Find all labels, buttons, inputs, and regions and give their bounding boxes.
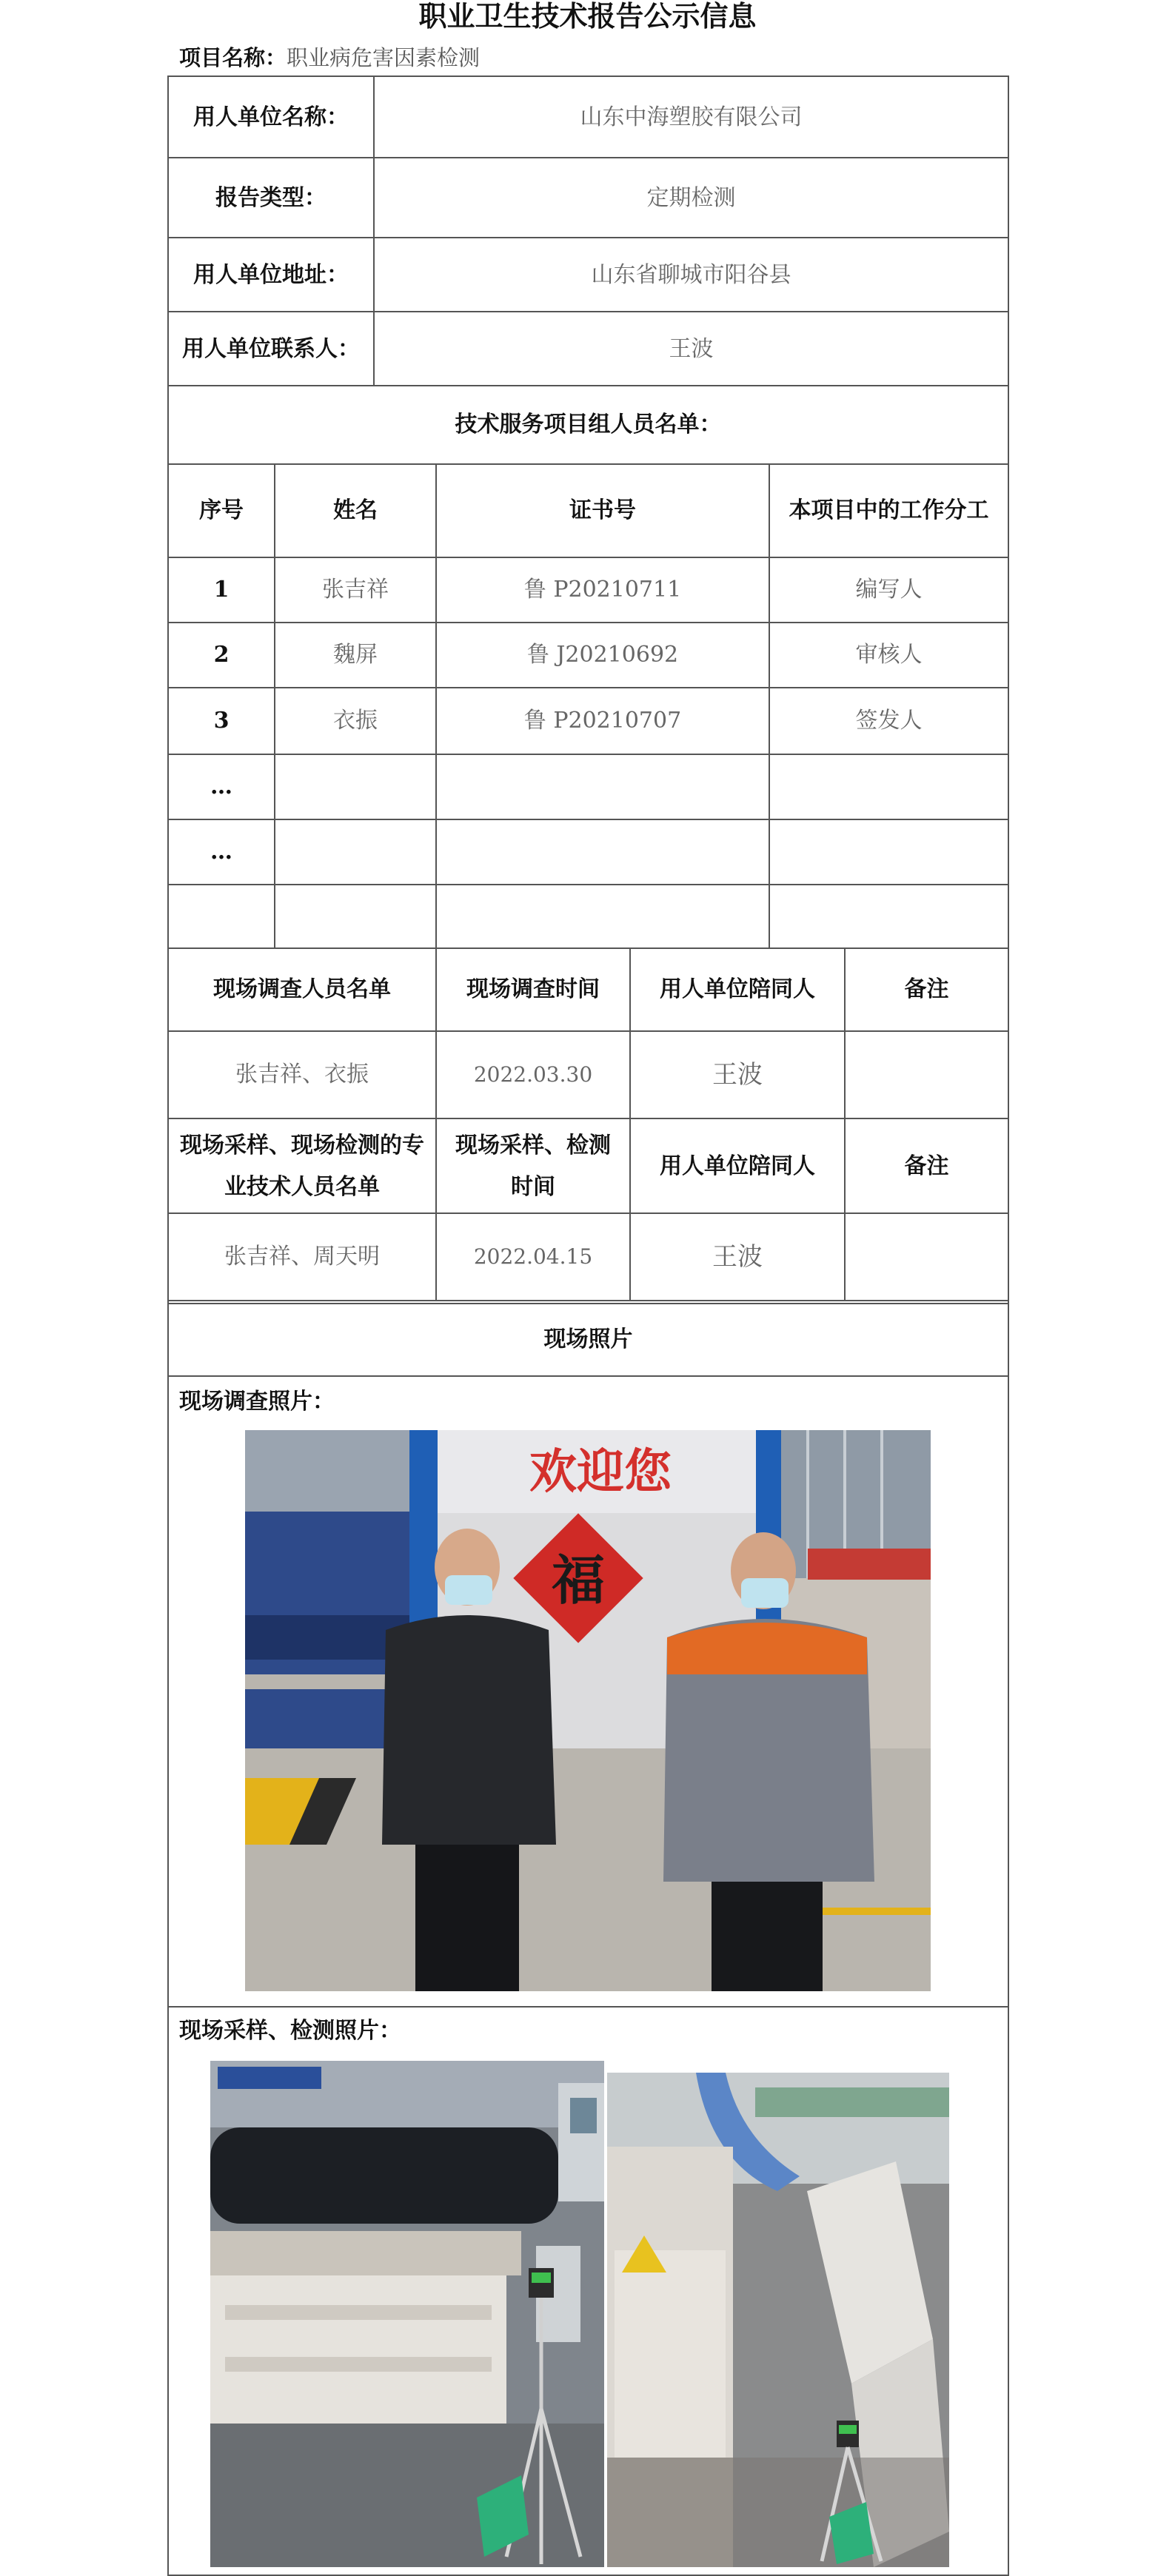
team-heading: 技术服务项目组人员名单： xyxy=(455,412,722,437)
team-row-no: 2 xyxy=(213,642,230,668)
team-row-no xyxy=(169,885,274,947)
fu-character: 福 xyxy=(551,1552,606,1611)
survey-header-note: 备注 xyxy=(904,976,949,1002)
info-value-address: 山东省聊城市阳谷县 xyxy=(591,262,791,288)
team-row-no: 3 xyxy=(213,708,230,734)
sampling-photo-right xyxy=(607,2073,949,2567)
sampling-header-escort: 用人单位陪同人 xyxy=(660,1153,815,1179)
info-label-contact: 用人单位联系人： xyxy=(182,336,360,362)
team-row-name: 张吉祥 xyxy=(322,577,389,603)
sampling-header-time: 现场采样、检测时间 xyxy=(455,1133,611,1200)
sampling-staff: 张吉祥、周天明 xyxy=(224,1244,380,1269)
team-row-cert: 鲁 J20210692 xyxy=(526,642,679,668)
team-row-role: 编写人 xyxy=(855,577,923,603)
team-row-cert: 鲁 P20210711 xyxy=(523,577,682,603)
team-row-role: 签发人 xyxy=(855,708,923,734)
photos-heading: 现场照片 xyxy=(543,1326,633,1352)
welcome-sign-text: 欢迎您 xyxy=(529,1445,672,1498)
sampling-header-staff: 现场采样、现场检测的专业技术人员名单 xyxy=(180,1133,424,1200)
team-header-cert: 证书号 xyxy=(569,497,636,523)
team-row-cert: 鲁 P20210707 xyxy=(523,708,682,734)
info-label-unit: 用人单位名称： xyxy=(193,104,349,130)
project-line xyxy=(179,43,480,73)
survey-header-time: 现场调查时间 xyxy=(466,976,600,1002)
survey-staff: 张吉祥、衣振 xyxy=(235,1061,369,1087)
team-header-role: 本项目中的工作分工 xyxy=(789,497,989,523)
sampling-escort: 王波 xyxy=(712,1242,763,1272)
survey-escort: 王波 xyxy=(712,1060,763,1090)
sampling-header-note: 备注 xyxy=(904,1153,949,1179)
survey-photo-label: 现场调查照片： xyxy=(179,1389,335,1415)
info-value-type: 定期检测 xyxy=(646,185,736,211)
info-label-type: 报告类型： xyxy=(215,185,327,211)
team-row-name: 魏屏 xyxy=(333,642,378,668)
team-header-no: 序号 xyxy=(199,497,244,523)
survey-time: 2022.03.30 xyxy=(473,1062,593,1087)
survey-header-escort: 用人单位陪同人 xyxy=(660,976,815,1002)
team-row-no: 1 xyxy=(213,577,230,603)
report-table xyxy=(167,76,1009,2576)
survey-photo xyxy=(245,1430,931,1991)
team-header-name: 姓名 xyxy=(333,497,378,523)
survey-header-staff: 现场调查人员名单 xyxy=(213,976,391,1002)
team-row-no: … xyxy=(210,774,232,799)
info-value-unit: 山东中海塑胶有限公司 xyxy=(580,104,803,130)
team-row-name: 衣振 xyxy=(333,708,378,734)
team-row-role: 审核人 xyxy=(855,642,923,668)
info-value-contact: 王波 xyxy=(669,336,714,362)
team-row-no: … xyxy=(210,839,232,865)
info-label-address: 用人单位地址： xyxy=(193,262,349,288)
sampling-photo-left xyxy=(210,2061,604,2567)
sampling-time: 2022.04.15 xyxy=(473,1244,593,1269)
project-value: 职业病危害因素检测 xyxy=(287,45,481,70)
page-title: 职业卫生技术报告公示信息 xyxy=(418,0,757,33)
sampling-photo-label: 现场采样、检测照片： xyxy=(179,2018,401,2044)
project-label: 项目名称： xyxy=(179,45,287,70)
